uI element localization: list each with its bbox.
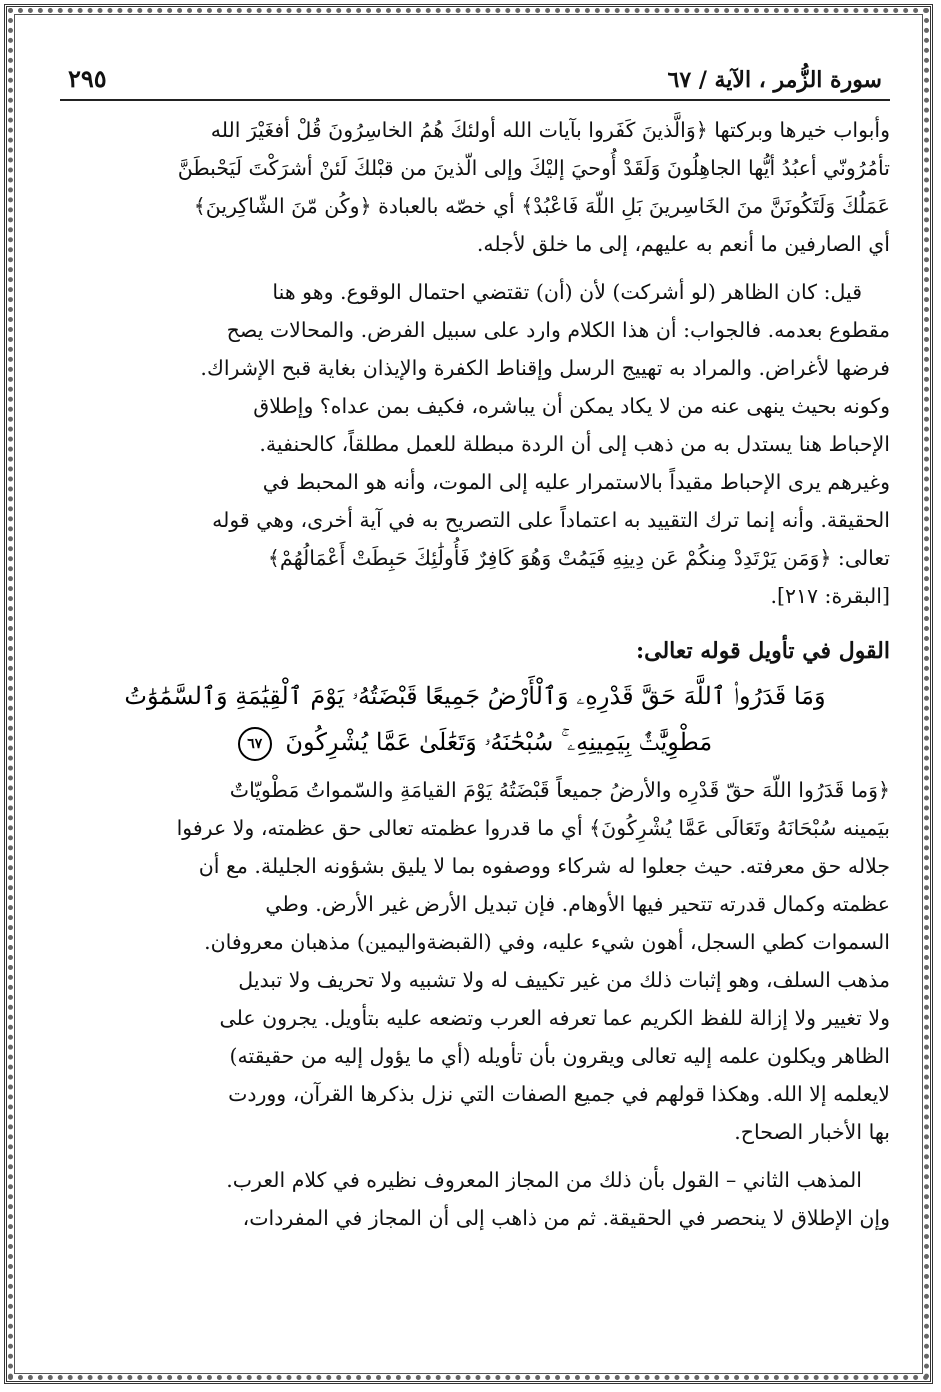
page-content — [60, 50, 890, 1237]
text-line: بها الأخبار الصحاح. — [734, 1120, 890, 1144]
ayah-number-icon: ٦٧ — [238, 727, 272, 761]
verse-line-1: وَمَا قَدَرُوا۟ ٱللَّهَ حَقَّ قَدْرِهِۦ وَٱلْأَرْضُ جَمِيعًا قَبْضَتُهُۥ يَوْمَ ٱلْقِيَٰمَةِ وَٱلسَّمَٰوَٰتُ — [124, 682, 826, 710]
text-line: وكونه بحيث ينهى عنه من لا يكاد يمكن أن يباشره، فكيف بمن عداه؟ وإطلاق — [253, 394, 890, 418]
text-line: جلاله حق معرفته. حيث جعلوا له شركاء ووصفوه بما لا يليق بشؤونه الجليلة. مع أن — [198, 854, 890, 878]
text-line: عظمته وكمال قدرته تتحير فيها الأوهام. فإن تبديل الأرض غير الأرض. وطي — [265, 892, 890, 916]
running-header — [60, 50, 890, 101]
paragraph-2 — [60, 273, 890, 615]
text-line: السموات كطي السجل، أهون شيء عليه، وفي (القبضةواليمين) مذهبان معروفان. — [204, 930, 890, 954]
paragraph-4 — [60, 1161, 890, 1237]
text-line: فرضها لأغراض. والمراد به تهييج الرسل وإقناط الكفرة والإيذان بغاية قبح الإشراك. — [200, 356, 890, 380]
text-line: عَمَلُكَ وَلَتَكُونَنَّ منَ الخَاسِرينَ بَلِ اللّهَ فَاعْبُدْ﴾ أي خصّه بالعبادة ﴿وكُن مّنَ الشّاكِرينَ﴾ — [193, 194, 890, 218]
text-line: وغيرهم يرى الإحباط مقيداً بالاستمرار عليه إلى الموت، وأنه هو المحبط في — [262, 470, 890, 494]
page-number: ٢٩٥ — [68, 64, 107, 93]
text-line: بيَمينه سُبْحَانَهُ وتَعَالَى عَمَّا يُشْرِكُونَ﴾ أي ما قدروا عظمته تعالى حق عظمته، ولا عرفوا — [176, 816, 890, 840]
text-line: وإن الإطلاق لا ينحصر في الحقيقة. ثم من ذاهب إلى أن المجاز في المفردات، — [242, 1206, 890, 1230]
section-heading: القول في تأويل قوله تعالى: — [636, 638, 890, 664]
verse-line-2 — [60, 719, 890, 765]
header-title: سورة الزُّمر ، الآية / ٦٧ — [667, 67, 882, 93]
text-line: ولا تغيير ولا إزالة للفظ الكريم عما تعرفه العرب وتضعه عليه بتأويل. يجرون على — [219, 1006, 890, 1030]
text-line: [البقرة: ٢١٧]. — [770, 584, 890, 608]
text-line: ﴿وَما قَدَرُوا اللّهَ حقّ قَدْرِه والأرضُ جميعاً قَبْضَتُهُ يَوْمَ القيامَةِ والسّمواتُ مَطْويّاتٌ — [229, 778, 890, 802]
text-line: الإحباط هنا يستدل به من ذهب إلى أن الردة مبطلة للعمل مطلقاً، كالحنفية. — [259, 432, 890, 456]
text-line: أي الصارفين ما أنعم به عليهم، إلى ما خلق لأجله. — [476, 232, 890, 256]
text-line: لايعلمه إلا الله. وهكذا قولهم في جميع الصفات التي نزل بذكرها القرآن، ووردت — [228, 1082, 890, 1106]
text-line: مقطوع بعدمه. فالجواب: أن هذا الكلام وارد على سبيل الفرض. والمحالات يصح — [226, 318, 890, 342]
quran-verse — [60, 673, 890, 765]
text-line: مذهب السلف، وهو إثبات ذلك من غير تكييف له ولا تشبيه ولا تحريف ولا تبديل — [238, 968, 890, 992]
paragraph-3 — [60, 771, 890, 1151]
text-line: المذهب الثاني – القول بأن ذلك من المجاز المعروف نظيره في كلام العرب. — [226, 1168, 862, 1192]
paragraph-1 — [60, 111, 890, 263]
verse-line-2-text: مَطْوِيَّٰتٌۢ بِيَمِينِهِۦ ۚ سُبْحَٰنَهُۥ وَتَعَٰلَىٰ عَمَّا يُشْرِكُونَ — [285, 728, 713, 756]
text-line: الظاهر ويكلون علمه إليه تعالى ويقرون بأن تأويله (أي ما يؤول إليه من حقيقته) — [229, 1044, 890, 1068]
text-line: وأبواب خيرها وبركتها ﴿وَالَّذينَ كَفَروا بآيات الله أولئكَ هُمُ الخاسِرُونَ قُلْ أفغَيْرَ الله — [210, 118, 890, 142]
text-line: الحقيقة. وأنه إنما ترك التقييد به اعتماداً على التصريح به في آية أخرى، وهي قوله — [212, 508, 890, 532]
text-line: قيل: كان الظاهر (لو أشركت) لأن (أن) تقتضي احتمال الوقوع. وهو هنا — [272, 280, 862, 304]
text-line: تأمُرُونّي أعبُدُ أيُّها الجاهِلُونَ وَلَقَدْ أُوحيَ إليْكَ وإلى الّذينَ من قبْلكَ لَئنْ أشرَكْتَ لَيَحْبطَنَّ — [177, 156, 890, 180]
text-line: تعالى: ﴿وَمَن يَرْتَدِدْ مِنكُمْ عَن دِينِهِ فَيَمُتْ وَهُوَ كَافِرٌ فَأُولَٰئِكَ حَبِطَتْ أَعْمَالُهُمْ﴾ — [267, 546, 890, 570]
